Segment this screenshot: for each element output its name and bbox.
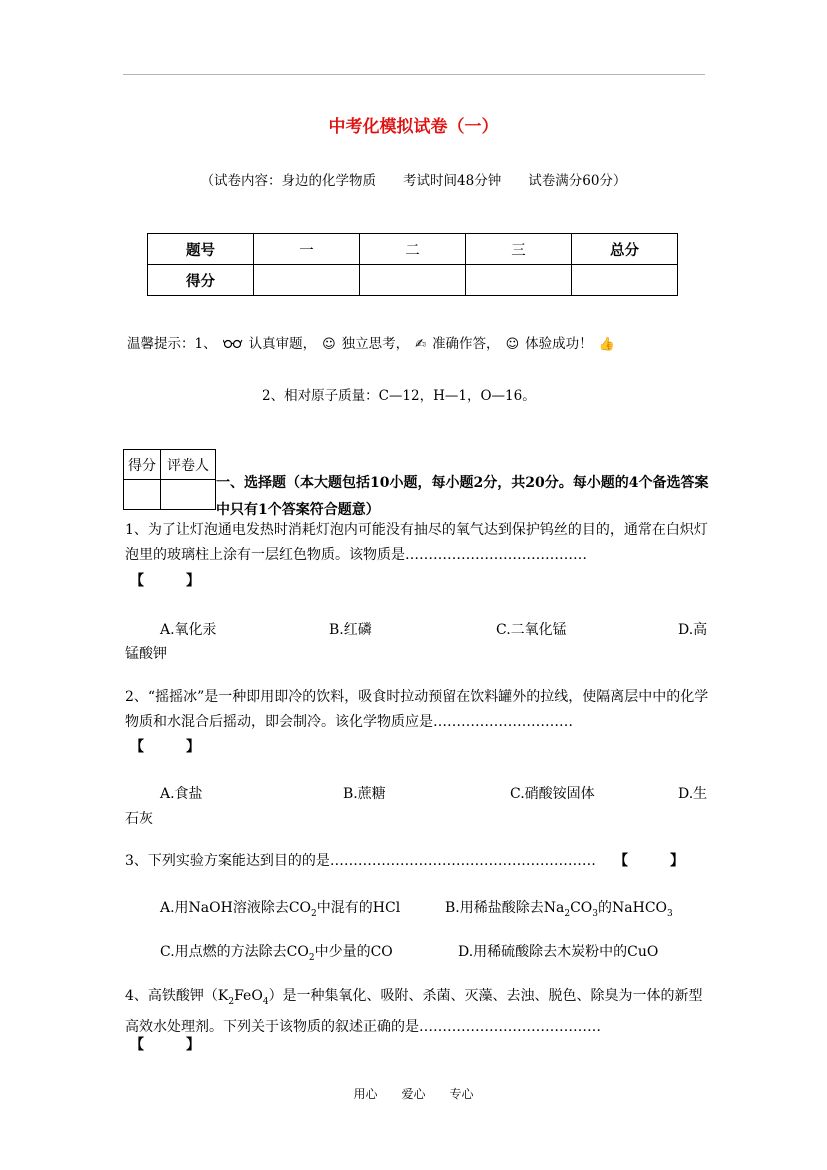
tip-item-4: 体验成功！ — [525, 336, 593, 352]
option-d: D.生 — [678, 786, 708, 802]
score-input-cell[interactable] — [360, 265, 466, 296]
answer-bracket[interactable]: 【 】 — [130, 739, 200, 755]
option-c: C.硝酸铵固体 — [510, 786, 595, 802]
tip-item-2: 独立思考， — [341, 336, 410, 352]
option-b: B.红磷 — [329, 622, 372, 638]
score-table — [147, 233, 678, 296]
table-row — [124, 450, 216, 480]
option-c: C.用点燃的方法除去$CO_2$中少量的CO — [160, 944, 393, 963]
tips-line-2: 2、相对原子质量：C—12，H—1，O—16。 — [262, 388, 536, 404]
table-row — [124, 480, 216, 510]
score-input-cell[interactable] — [466, 265, 572, 296]
option-a: A.食盐 — [160, 786, 203, 802]
table-cell: 二 — [360, 234, 466, 265]
option-a: A.用NaOH溶液除去$CO_2$中混有的HCl — [160, 900, 401, 919]
table-row — [148, 234, 678, 265]
header-rule — [123, 74, 705, 75]
score-input-cell[interactable] — [572, 265, 678, 296]
question-4-stem: 4、高铁酸钾$(K_2FeO_4)$是一种集氧化、吸附、杀菌、灭藻、去浊、脱色、除臭为一体的新型高效水处理剂。下列关于该物质的叙述正确的是………………………………… — [125, 988, 703, 1035]
answer-bracket[interactable]: 【 】 — [130, 573, 200, 589]
option-d: D.用稀硫酸除去木炭粉中的CuO — [458, 944, 659, 960]
question-1-stem: 1、为了让灯泡通电发热时消耗灯泡内可能没有抽尽的氧气达到保护钨丝的目的，通常在白炽灯泡里的玻璃柱上涂有一层红色物质。该物质是………………………………… — [125, 522, 708, 563]
table-cell: 一 — [254, 234, 360, 265]
option-d-continued: 石灰 — [125, 811, 153, 827]
answer-bracket[interactable]: 【 】 — [130, 1037, 200, 1053]
grader-box — [123, 449, 216, 510]
table-cell: 得分 — [148, 265, 254, 296]
table-row — [148, 265, 678, 296]
option-c: C.二氧化锰 — [496, 622, 567, 638]
score-input-cell[interactable] — [254, 265, 360, 296]
grader-name-cell[interactable] — [161, 480, 216, 510]
question-2-stem: 2、“摇摇冰”是一种即用即冷的饮料，吸食时拉动预留在饮料罐外的拉线，使隔离层中中的化学物质和水混合后摇动，即会制冷。该化学物质应是………………………… — [125, 689, 709, 730]
table-cell: 题号 — [148, 234, 254, 265]
grader-score-cell[interactable] — [124, 480, 161, 510]
thumbs-up-icon: 👍 — [598, 337, 615, 352]
option-b: B.蔗糖 — [343, 786, 386, 802]
table-cell: 三 — [466, 234, 572, 265]
table-cell: 总分 — [572, 234, 678, 265]
page-title: 中考化模拟试卷（一） — [328, 117, 499, 137]
tips-prefix: 温馨提示：1、 — [127, 336, 217, 352]
tip-item-3: 准确作答， — [432, 336, 500, 352]
glasses-icon — [223, 337, 243, 353]
smile-icon: ☺ — [322, 337, 336, 352]
grader-score-label: 得分 — [124, 450, 161, 480]
option-a: A.氧化汞 — [160, 622, 217, 638]
answer-bracket[interactable]: 【 】 — [614, 853, 684, 869]
smile-icon: ☺ — [505, 337, 520, 352]
tips-line-1 — [127, 332, 621, 353]
section-heading: 一、选择题（本大题包括10小题，每小题2分，共20分。每小题的4个备选答案中只有1个答案符合题意） — [216, 475, 709, 518]
exam-info: （试卷内容：身边的化学物质 考试时间48分钟 试卷满分60分） — [200, 173, 627, 189]
option-d-continued: 锰酸钾 — [125, 646, 167, 662]
question-3-stem: 3、下列实验方案能达到目的的是………………………………………………… — [125, 853, 596, 869]
option-b: B.用稀盐酸除去$Na_2CO_3$的NaHCO$_3$ — [445, 900, 673, 919]
page-footer: 用心 爱心 专心 — [353, 1087, 474, 1101]
grader-name-label: 评卷人 — [161, 450, 216, 480]
pen-icon: ✍ — [415, 337, 427, 352]
option-d: D.高 — [678, 622, 708, 638]
tip-item-1: 认真审题， — [248, 336, 317, 352]
